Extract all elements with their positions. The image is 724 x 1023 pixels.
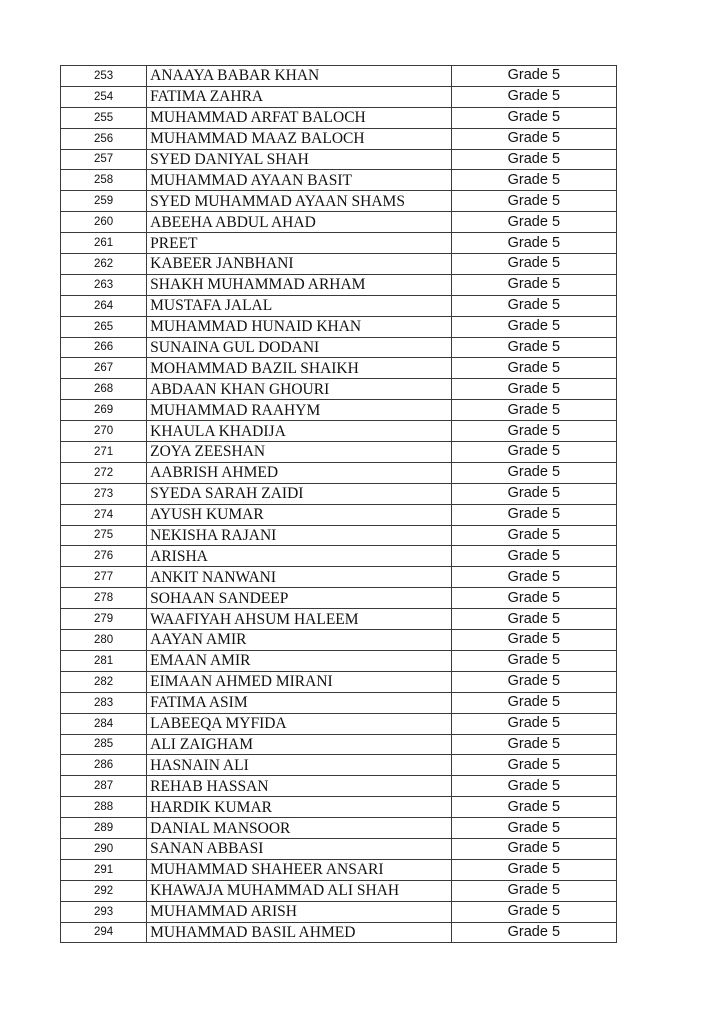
- table-row: [61, 191, 617, 212]
- student-name-cell: MUSTAFA JALAL: [147, 295, 452, 316]
- table-row: [61, 400, 617, 421]
- serial-number-cell: 269: [61, 400, 147, 421]
- table-row: [61, 901, 617, 922]
- serial-number-cell: 289: [61, 818, 147, 839]
- table-row: [61, 880, 617, 901]
- table-row: [61, 630, 617, 651]
- table-row: [61, 713, 617, 734]
- table-row: [61, 776, 617, 797]
- student-name-cell: SANAN ABBASI: [147, 838, 452, 859]
- grade-cell: Grade 5: [451, 504, 616, 525]
- grade-cell: Grade 5: [451, 692, 616, 713]
- table-row: [61, 233, 617, 254]
- student-name-cell: LABEEQA MYFIDA: [147, 713, 452, 734]
- table-row: [61, 379, 617, 400]
- table-row: [61, 316, 617, 337]
- grade-cell: Grade 5: [451, 880, 616, 901]
- serial-number-cell: 255: [61, 107, 147, 128]
- grade-cell: Grade 5: [451, 630, 616, 651]
- table-row: [61, 212, 617, 233]
- table-row: [61, 755, 617, 776]
- student-name-cell: HASNAIN ALI: [147, 755, 452, 776]
- table-row: [61, 337, 617, 358]
- grade-cell: Grade 5: [451, 734, 616, 755]
- serial-number-cell: 274: [61, 504, 147, 525]
- grade-cell: Grade 5: [451, 421, 616, 442]
- student-name-cell: AAYAN AMIR: [147, 630, 452, 651]
- student-name-cell: FATIMA ZAHRA: [147, 86, 452, 107]
- table-row: [61, 818, 617, 839]
- table-row: [61, 421, 617, 442]
- student-name-cell: ABDAAN KHAN GHOURI: [147, 379, 452, 400]
- serial-number-cell: 287: [61, 776, 147, 797]
- grade-cell: Grade 5: [451, 525, 616, 546]
- serial-number-cell: 257: [61, 149, 147, 170]
- grade-cell: Grade 5: [451, 358, 616, 379]
- table-row: [61, 692, 617, 713]
- serial-number-cell: 267: [61, 358, 147, 379]
- table-row: [61, 859, 617, 880]
- student-name-cell: MOHAMMAD BAZIL SHAIKH: [147, 358, 452, 379]
- table-row: [61, 66, 617, 87]
- serial-number-cell: 263: [61, 274, 147, 295]
- table-row: [61, 922, 617, 943]
- grade-cell: Grade 5: [451, 797, 616, 818]
- student-name-cell: SYEDA SARAH ZAIDI: [147, 483, 452, 504]
- grade-cell: Grade 5: [451, 859, 616, 880]
- serial-number-cell: 275: [61, 525, 147, 546]
- serial-number-cell: 276: [61, 546, 147, 567]
- serial-number-cell: 280: [61, 630, 147, 651]
- grade-cell: Grade 5: [451, 922, 616, 943]
- serial-number-cell: 282: [61, 671, 147, 692]
- grade-cell: Grade 5: [451, 107, 616, 128]
- serial-number-cell: 261: [61, 233, 147, 254]
- table-row: [61, 609, 617, 630]
- table-row: [61, 650, 617, 671]
- table-row: [61, 671, 617, 692]
- grade-cell: Grade 5: [451, 483, 616, 504]
- table-row: [61, 358, 617, 379]
- grade-cell: Grade 5: [451, 546, 616, 567]
- grade-cell: Grade 5: [451, 337, 616, 358]
- serial-number-cell: 256: [61, 128, 147, 149]
- serial-number-cell: 272: [61, 462, 147, 483]
- serial-number-cell: 291: [61, 859, 147, 880]
- table-row: [61, 504, 617, 525]
- serial-number-cell: 285: [61, 734, 147, 755]
- table-row: [61, 483, 617, 504]
- table-row: [61, 462, 617, 483]
- student-name-cell: SYED DANIYAL SHAH: [147, 149, 452, 170]
- table-row: [61, 274, 617, 295]
- student-name-cell: MUHAMMAD ARFAT BALOCH: [147, 107, 452, 128]
- student-name-cell: MUHAMMAD ARISH: [147, 901, 452, 922]
- student-list-body: [61, 66, 617, 943]
- student-name-cell: AYUSH KUMAR: [147, 504, 452, 525]
- serial-number-cell: 290: [61, 838, 147, 859]
- serial-number-cell: 262: [61, 254, 147, 275]
- table-row: [61, 588, 617, 609]
- table-row: [61, 442, 617, 463]
- table-row: [61, 838, 617, 859]
- grade-cell: Grade 5: [451, 609, 616, 630]
- student-name-cell: ARISHA: [147, 546, 452, 567]
- grade-cell: Grade 5: [451, 274, 616, 295]
- serial-number-cell: 270: [61, 421, 147, 442]
- grade-cell: Grade 5: [451, 650, 616, 671]
- student-name-cell: ANAAYA BABAR KHAN: [147, 66, 452, 87]
- student-name-cell: MUHAMMAD BASIL AHMED: [147, 922, 452, 943]
- serial-number-cell: 286: [61, 755, 147, 776]
- student-name-cell: HARDIK KUMAR: [147, 797, 452, 818]
- table-row: [61, 546, 617, 567]
- table-row: [61, 797, 617, 818]
- student-name-cell: MUHAMMAD SHAHEER ANSARI: [147, 859, 452, 880]
- serial-number-cell: 253: [61, 66, 147, 87]
- student-name-cell: DANIAL MANSOOR: [147, 818, 452, 839]
- serial-number-cell: 260: [61, 212, 147, 233]
- student-name-cell: PREET: [147, 233, 452, 254]
- grade-cell: Grade 5: [451, 755, 616, 776]
- student-name-cell: EMAAN AMIR: [147, 650, 452, 671]
- serial-number-cell: 292: [61, 880, 147, 901]
- grade-cell: Grade 5: [451, 86, 616, 107]
- grade-cell: Grade 5: [451, 149, 616, 170]
- table-row: [61, 107, 617, 128]
- table-row: [61, 734, 617, 755]
- grade-cell: Grade 5: [451, 588, 616, 609]
- serial-number-cell: 258: [61, 170, 147, 191]
- grade-cell: Grade 5: [451, 713, 616, 734]
- student-name-cell: SOHAAN SANDEEP: [147, 588, 452, 609]
- student-name-cell: EIMAAN AHMED MIRANI: [147, 671, 452, 692]
- table-row: [61, 149, 617, 170]
- serial-number-cell: 268: [61, 379, 147, 400]
- grade-cell: Grade 5: [451, 379, 616, 400]
- serial-number-cell: 278: [61, 588, 147, 609]
- serial-number-cell: 259: [61, 191, 147, 212]
- student-name-cell: SUNAINA GUL DODANI: [147, 337, 452, 358]
- serial-number-cell: 284: [61, 713, 147, 734]
- grade-cell: Grade 5: [451, 671, 616, 692]
- student-list-table: [60, 65, 617, 943]
- serial-number-cell: 273: [61, 483, 147, 504]
- serial-number-cell: 288: [61, 797, 147, 818]
- table-row: [61, 295, 617, 316]
- serial-number-cell: 271: [61, 442, 147, 463]
- student-name-cell: SHAKH MUHAMMAD ARHAM: [147, 274, 452, 295]
- student-name-cell: ZOYA ZEESHAN: [147, 442, 452, 463]
- student-name-cell: ANKIT NANWANI: [147, 567, 452, 588]
- table-row: [61, 128, 617, 149]
- grade-cell: Grade 5: [451, 567, 616, 588]
- grade-cell: Grade 5: [451, 212, 616, 233]
- grade-cell: Grade 5: [451, 316, 616, 337]
- serial-number-cell: 265: [61, 316, 147, 337]
- student-name-cell: KHAULA KHADIJA: [147, 421, 452, 442]
- serial-number-cell: 266: [61, 337, 147, 358]
- table-row: [61, 567, 617, 588]
- table-row: [61, 170, 617, 191]
- serial-number-cell: 283: [61, 692, 147, 713]
- serial-number-cell: 254: [61, 86, 147, 107]
- student-name-cell: ABEEHA ABDUL AHAD: [147, 212, 452, 233]
- grade-cell: Grade 5: [451, 776, 616, 797]
- table-row: [61, 86, 617, 107]
- student-name-cell: ALI ZAIGHAM: [147, 734, 452, 755]
- grade-cell: Grade 5: [451, 901, 616, 922]
- serial-number-cell: 293: [61, 901, 147, 922]
- student-name-cell: AABRISH AHMED: [147, 462, 452, 483]
- grade-cell: Grade 5: [451, 400, 616, 421]
- student-name-cell: REHAB HASSAN: [147, 776, 452, 797]
- grade-cell: Grade 5: [451, 838, 616, 859]
- serial-number-cell: 294: [61, 922, 147, 943]
- student-name-cell: NEKISHA RAJANI: [147, 525, 452, 546]
- serial-number-cell: 264: [61, 295, 147, 316]
- student-name-cell: SYED MUHAMMAD AYAAN SHAMS: [147, 191, 452, 212]
- student-name-cell: KHAWAJA MUHAMMAD ALI SHAH: [147, 880, 452, 901]
- serial-number-cell: 281: [61, 650, 147, 671]
- grade-cell: Grade 5: [451, 818, 616, 839]
- serial-number-cell: 277: [61, 567, 147, 588]
- table-row: [61, 254, 617, 275]
- grade-cell: Grade 5: [451, 170, 616, 191]
- student-name-cell: MUHAMMAD RAAHYM: [147, 400, 452, 421]
- grade-cell: Grade 5: [451, 295, 616, 316]
- student-name-cell: FATIMA ASIM: [147, 692, 452, 713]
- student-name-cell: MUHAMMAD AYAAN BASIT: [147, 170, 452, 191]
- student-name-cell: MUHAMMAD MAAZ BALOCH: [147, 128, 452, 149]
- grade-cell: Grade 5: [451, 66, 616, 87]
- grade-cell: Grade 5: [451, 128, 616, 149]
- table-row: [61, 525, 617, 546]
- grade-cell: Grade 5: [451, 442, 616, 463]
- grade-cell: Grade 5: [451, 191, 616, 212]
- student-name-cell: KABEER JANBHANI: [147, 254, 452, 275]
- serial-number-cell: 279: [61, 609, 147, 630]
- student-name-cell: MUHAMMAD HUNAID KHAN: [147, 316, 452, 337]
- grade-cell: Grade 5: [451, 462, 616, 483]
- student-name-cell: WAAFIYAH AHSUM HALEEM: [147, 609, 452, 630]
- grade-cell: Grade 5: [451, 233, 616, 254]
- grade-cell: Grade 5: [451, 254, 616, 275]
